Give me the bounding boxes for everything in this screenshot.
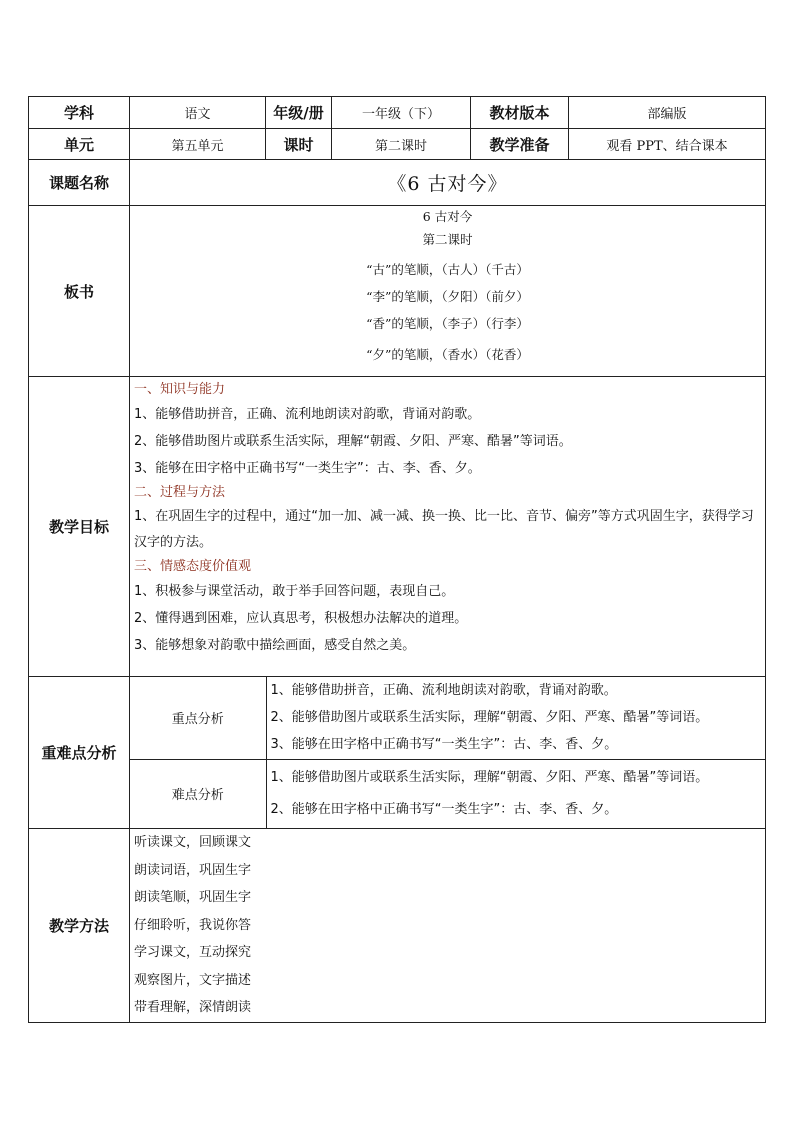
edition-label: 教材版本 [471,97,569,129]
key-point-item: 3、能够在田字格中正确书写“一类生字”：古、李、香、夕。 [270,737,618,753]
board-line: “李”的笔顺，（夕阳）（前夕） [366,289,529,304]
methods-row [29,829,766,1023]
key-points-content [266,677,765,759]
goals-content [130,377,766,677]
board-line: “夕”的笔顺，（香水）（花香） [366,347,529,362]
methods-content [130,829,766,1023]
key-points-label: 重点分析 [130,677,266,759]
unit-value: 第五单元 [130,129,266,160]
method-item: 仔细聆听，我说你答 [134,917,252,933]
prep-label: 教学准备 [471,129,569,160]
period-value: 第二课时 [332,129,471,160]
difficult-point-item: 1、能够借助图片或联系生活实际，理解“朝霞、夕阳、严寒、酷暑”等词语。 [270,769,709,785]
board-subtitle: 第二课时 [422,232,473,247]
goals-row [29,377,766,677]
header-row-1 [29,97,766,129]
goals-item: 2、懂得遇到困难，应认真思考，积极想办法解决的道理。 [134,611,468,626]
grade-value: 一年级（下） [332,97,471,129]
methods-label: 教学方法 [29,829,130,1023]
analysis-label: 重难点分析 [29,677,130,829]
method-item: 听读课文，回顾课文 [134,835,252,850]
board-line: “古”的笔顺，（古人）（千古） [366,262,529,277]
analysis-inner-table [130,677,765,828]
subject-label: 学科 [29,97,130,129]
edition-value: 部编版 [569,97,766,129]
board-title: 6 古对今 [422,209,473,224]
analysis-content [130,677,766,829]
difficult-points-content [266,759,765,828]
method-item: 带看理解，深情朗读 [134,1000,252,1015]
board-content [130,206,766,377]
goals-item: 1、能够借助拼音，正确、流利地朗读对韵歌，背诵对韵歌。 [134,407,481,422]
lesson-title: 《6 古对今》 [130,160,766,206]
goals-section-heading: 二、过程与方法 [134,485,226,500]
goals-section-heading: 一、知识与能力 [134,382,226,397]
unit-label: 单元 [29,129,130,160]
difficult-point-item: 2、能够在田字格中正确书写“一类生字”：古、李、香、夕。 [270,801,618,817]
board-row [29,206,766,377]
goals-item: 3、能够想象对韵歌中描绘画面，感受自然之美。 [134,638,416,653]
goals-item: 1、积极参与课堂活动，敢于举手回答问题，表现自己。 [134,584,455,599]
header-row-2 [29,129,766,160]
board-label: 板书 [29,206,130,377]
difficult-points-row [130,759,765,828]
goals-section-heading: 三、情感态度价值观 [134,559,252,574]
lesson-title-row [29,160,766,206]
grade-label: 年级/册 [266,97,332,129]
method-item: 朗读笔顺，巩固生字 [134,890,252,905]
key-point-item: 2、能够借助图片或联系生活实际，理解“朝霞、夕阳、严寒、酷暑”等词语。 [270,710,709,726]
key-points-row [130,677,765,759]
period-label: 课时 [266,129,332,160]
method-item: 观察图片，文字描述 [134,972,252,988]
lesson-label: 课题名称 [29,160,130,206]
analysis-row [29,677,766,829]
difficult-points-label: 难点分析 [130,759,266,828]
goals-item: 3、能够在田字格中正确书写“一类生字”：古、李、香、夕。 [134,461,481,476]
goals-label: 教学目标 [29,377,130,677]
goals-item: 1、在巩固生字的过程中，通过“加一加、减一减、换一换、比一比、音节、偏旁”等方式巩固生字，获得学习汉字的方法。 [134,509,754,550]
key-point-item: 1、能够借助拼音，正确、流利地朗读对韵歌，背诵对韵歌。 [270,683,617,699]
board-line: “香”的笔顺，（李子）（行李） [366,316,529,331]
subject-value: 语文 [130,97,266,129]
prep-value: 观看 PPT、结合课本 [569,129,766,160]
method-item: 学习课文，互动探究 [134,945,252,960]
lesson-plan-table [28,96,766,1023]
method-item: 朗读词语，巩固生字 [134,862,252,878]
goals-item: 2、能够借助图片或联系生活实际，理解“朝霞、夕阳、严寒、酷暑”等词语。 [134,434,572,449]
